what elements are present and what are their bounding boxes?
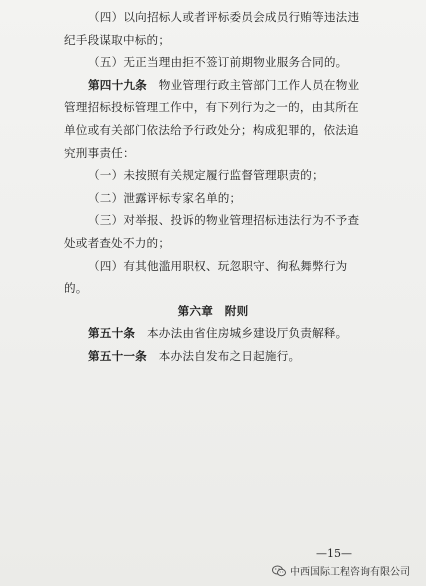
article-number: 第五十一条 bbox=[88, 348, 147, 363]
clause-paragraph: （三）对举报、投诉的物业管理招标违法行为不予查处或者查处不力的； bbox=[64, 213, 360, 250]
article-paragraph bbox=[64, 322, 362, 345]
clause-paragraph: （五）无正当理由拒不签订前期物业服务合同的。 bbox=[88, 55, 348, 70]
article-text: 本办法自发布之日起施行。 bbox=[158, 348, 301, 363]
document-body bbox=[64, 6, 362, 368]
clause-paragraph: （四）有其他滥用职权、玩忽职守、徇私舞弊行为的。 bbox=[64, 258, 348, 296]
article-text: 物业管理行政主管部门工作人员在物业管理招标投标管理工作中，有下列行为之一的，由其所在单位或有关部门依法给予行政处分；构成犯罪的，依法追究刑事责任： bbox=[64, 77, 360, 160]
watermark-text: 中西国际工程咨询有限公司 bbox=[290, 567, 410, 578]
wechat-icon bbox=[272, 565, 286, 577]
article-number: 第四十九条 bbox=[88, 77, 147, 92]
article-text: 本办法由省住房城乡建设厅负责解释。 bbox=[146, 326, 348, 341]
clause-paragraph: （四）以向招标人或者评标委员会成员行贿等违法违纪手段谋取中标的； bbox=[64, 10, 360, 47]
wechat-watermark bbox=[272, 563, 410, 578]
clause-paragraph: （一）未按照有关规定履行监督管理职责的； bbox=[88, 168, 324, 183]
chapter-heading: 第六章 附则 bbox=[177, 303, 249, 318]
page-number: —15— bbox=[316, 547, 352, 560]
article-paragraph bbox=[64, 345, 362, 368]
clause-paragraph: （二）泄露评标专家名单的； bbox=[88, 190, 242, 205]
article-paragraph bbox=[64, 74, 362, 164]
article-number: 第五十条 bbox=[88, 326, 136, 341]
bleed-through-text bbox=[64, 372, 364, 392]
